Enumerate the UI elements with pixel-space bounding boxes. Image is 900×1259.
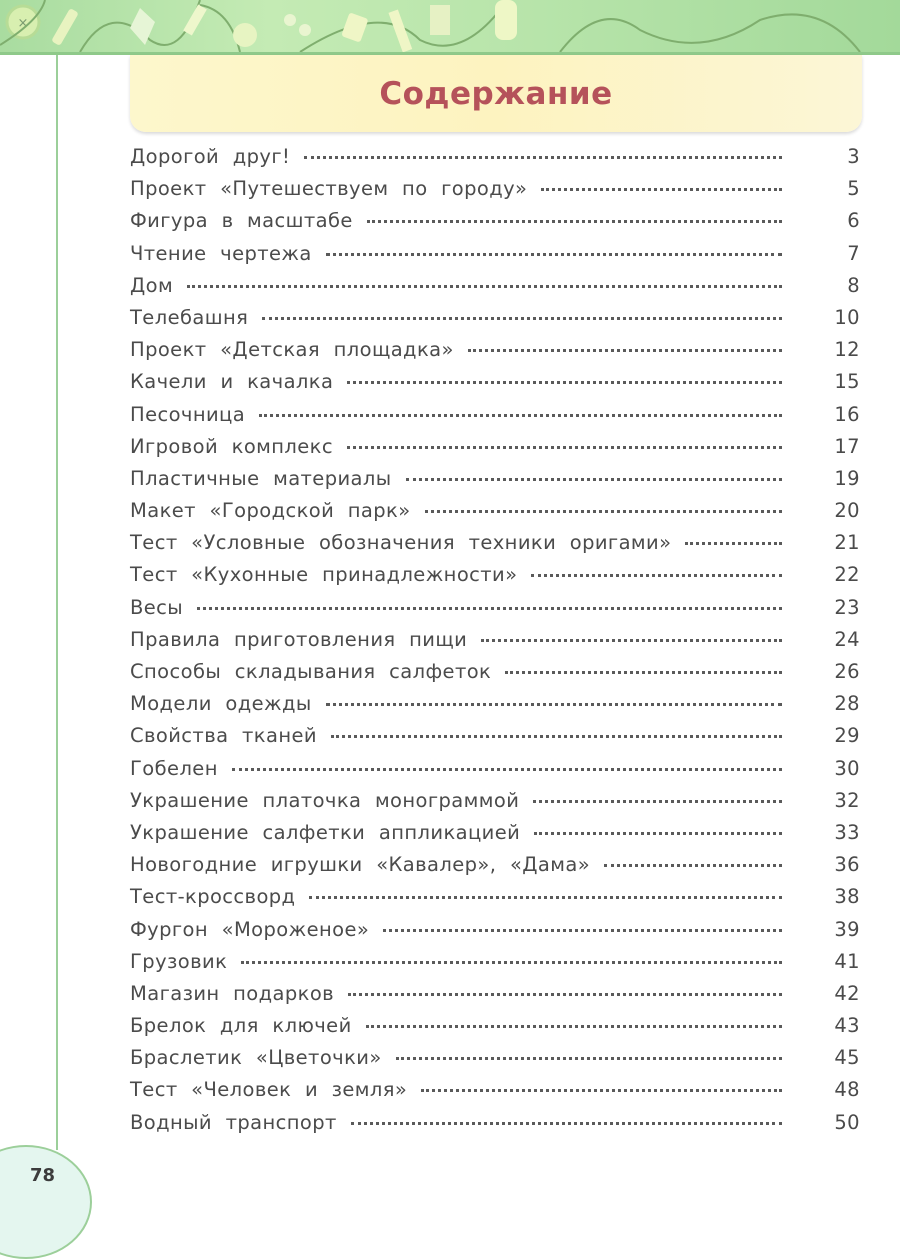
toc-entry-label: Телебашня [130, 305, 249, 329]
toc-entry-page: 28 [834, 692, 860, 716]
dot-leader [309, 896, 782, 899]
toc-entry-page: 38 [834, 885, 860, 909]
toc-entry-label: Украшение платочка монограммой [130, 788, 520, 812]
toc-entry-label: Качели и качалка [130, 370, 334, 394]
toc-entry-label: Браслетик «Цветочки» [130, 1046, 382, 1070]
dot-leader [262, 317, 782, 320]
dot-leader [481, 639, 782, 642]
toc-entry[interactable] [130, 596, 860, 628]
toc-entry[interactable] [130, 338, 860, 370]
dot-leader [406, 478, 782, 481]
toc-entry[interactable] [130, 242, 860, 274]
toc-entry[interactable] [130, 177, 860, 209]
toc-entry-label: Дорогой друг! [130, 145, 291, 168]
toc-entry[interactable] [130, 1111, 860, 1143]
toc-entry-page: 45 [834, 1046, 860, 1070]
toc-entry[interactable] [130, 821, 860, 853]
dot-leader [331, 735, 782, 738]
toc-entry[interactable] [130, 660, 860, 692]
toc-entry-page: 32 [834, 788, 860, 812]
toc-entry[interactable] [130, 531, 860, 563]
dot-leader [685, 542, 782, 545]
dot-leader [351, 1122, 782, 1125]
toc-entry[interactable] [130, 982, 860, 1014]
dot-leader [604, 864, 782, 867]
toc-entry-label: Проект «Детская площадка» [130, 338, 454, 362]
toc-entry-label: Способы складывания салфеток [130, 660, 492, 683]
toc-entry-page: 30 [834, 756, 860, 780]
dot-leader [534, 832, 782, 835]
toc-entry-page: 42 [834, 981, 860, 1005]
dot-leader [421, 1089, 782, 1092]
toc-entry-label: Проект «Путешествуем по городу» [130, 177, 528, 201]
toc-entry-page: 23 [834, 595, 860, 619]
dot-leader [425, 510, 782, 513]
toc-entry-page: 39 [834, 917, 860, 941]
dot-leader [367, 220, 782, 223]
toc-entry-label: Фургон «Мороженое» [130, 917, 370, 941]
toc-entry-label: Игровой комплекс [130, 434, 333, 458]
toc-entry-page: 8 [847, 273, 860, 297]
toc-entry-page: 7 [847, 241, 860, 265]
toc-entry[interactable] [130, 724, 860, 756]
toc-entry-label: Гобелен [130, 756, 218, 780]
toc-entry-label: Тест «Условные обозначения техники оригами» [130, 531, 672, 555]
toc-entry-page: 26 [834, 660, 860, 683]
page-title: Содержание [379, 75, 613, 112]
toc-entry-label: Грузовик [130, 949, 228, 973]
toc-entry-page: 21 [834, 531, 860, 555]
toc-entry-page: 5 [847, 177, 860, 201]
toc-entry[interactable] [130, 306, 860, 338]
toc-entry-label: Правила приготовления пищи [130, 627, 468, 651]
dot-leader [541, 188, 782, 191]
dot-leader [259, 414, 782, 417]
toc-entry-page: 3 [847, 145, 860, 168]
toc-entry[interactable] [130, 435, 860, 467]
toc-entry[interactable] [130, 628, 860, 660]
dot-leader [241, 961, 782, 964]
toc-entry-page: 16 [834, 402, 860, 426]
toc-entry-page: 33 [834, 820, 860, 844]
toc-entry[interactable] [130, 918, 860, 950]
toc-entry-page: 41 [834, 949, 860, 973]
toc-entry-label: Тест «Человек и земля» [130, 1078, 408, 1102]
toc-entry-label: Весы [130, 595, 184, 619]
toc-entry[interactable] [130, 1046, 860, 1078]
table-of-contents [130, 145, 860, 1143]
toc-entry[interactable] [130, 370, 860, 402]
toc-entry[interactable] [130, 853, 860, 885]
dot-leader [326, 253, 782, 256]
toc-entry[interactable] [130, 563, 860, 595]
margin-line [56, 55, 58, 1150]
dot-leader [347, 381, 782, 384]
toc-entry[interactable] [130, 274, 860, 306]
page-number: 78 [30, 1165, 56, 1186]
toc-entry[interactable] [130, 403, 860, 435]
toc-entry-label: Пластичные материалы [130, 466, 392, 490]
toc-entry[interactable] [130, 885, 860, 917]
toc-entry-page: 48 [834, 1078, 860, 1102]
toc-entry[interactable] [130, 757, 860, 789]
toc-entry-label: Тест-кроссворд [130, 885, 296, 909]
toc-entry-label: Новогодние игрушки «Кавалер», «Дама» [130, 853, 591, 877]
toc-entry-page: 29 [834, 724, 860, 748]
toc-entry-label: Песочница [130, 402, 246, 426]
toc-entry-page: 12 [834, 338, 860, 362]
toc-entry[interactable] [130, 145, 860, 177]
dot-leader [505, 671, 782, 674]
toc-entry[interactable] [130, 209, 860, 241]
toc-entry-label: Тест «Кухонные принадлежности» [130, 563, 518, 587]
toc-entry-label: Модели одежды [130, 692, 312, 716]
toc-entry-page: 6 [847, 209, 860, 233]
toc-entry-label: Макет «Городской парк» [130, 499, 411, 523]
toc-entry-page: 17 [834, 434, 860, 458]
toc-entry-label: Украшение салфетки аппликацией [130, 820, 521, 844]
svg-text:×: × [17, 16, 29, 31]
toc-entry[interactable] [130, 1078, 860, 1110]
toc-entry-page: 19 [834, 466, 860, 490]
toc-entry-page: 10 [834, 305, 860, 329]
dot-leader [468, 349, 782, 352]
toc-entry[interactable] [130, 499, 860, 531]
toc-entry-label: Магазин подарков [130, 981, 335, 1005]
toc-entry[interactable] [130, 789, 860, 821]
decorative-banner [0, 0, 900, 55]
dot-leader [232, 768, 782, 771]
dot-leader [533, 800, 782, 803]
toc-entry-label: Брелок для ключей [130, 1014, 352, 1038]
toc-entry-page: 50 [834, 1110, 860, 1134]
dot-leader [187, 285, 782, 288]
toc-entry[interactable] [130, 1014, 860, 1046]
toc-entry-page: 22 [834, 563, 860, 587]
toc-entry-page: 20 [834, 499, 860, 523]
page-number-tab [0, 1145, 92, 1259]
dot-leader [531, 574, 782, 577]
craft-tools-pattern-icon [0, 0, 900, 52]
dot-leader [396, 1057, 782, 1060]
toc-entry-page: 43 [834, 1014, 860, 1038]
toc-entry[interactable] [130, 950, 860, 982]
dot-leader [366, 1025, 782, 1028]
toc-entry-label: Фигура в масштабе [130, 209, 353, 233]
dot-leader [347, 446, 782, 449]
toc-entry-page: 15 [834, 370, 860, 394]
toc-entry-label: Свойства тканей [130, 724, 317, 748]
toc-entry[interactable] [130, 467, 860, 499]
toc-entry-label: Дом [130, 273, 174, 297]
toc-entry-label: Водный транспорт [130, 1110, 337, 1134]
toc-entry[interactable] [130, 692, 860, 724]
dot-leader [383, 929, 782, 932]
toc-entry-label: Чтение чертежа [130, 241, 312, 265]
toc-entry-page: 36 [834, 853, 860, 877]
dot-leader [326, 703, 782, 706]
dot-leader [348, 993, 782, 996]
toc-entry-page: 24 [834, 627, 860, 651]
dot-leader [304, 156, 782, 159]
dot-leader [197, 607, 782, 610]
title-box [130, 55, 862, 132]
